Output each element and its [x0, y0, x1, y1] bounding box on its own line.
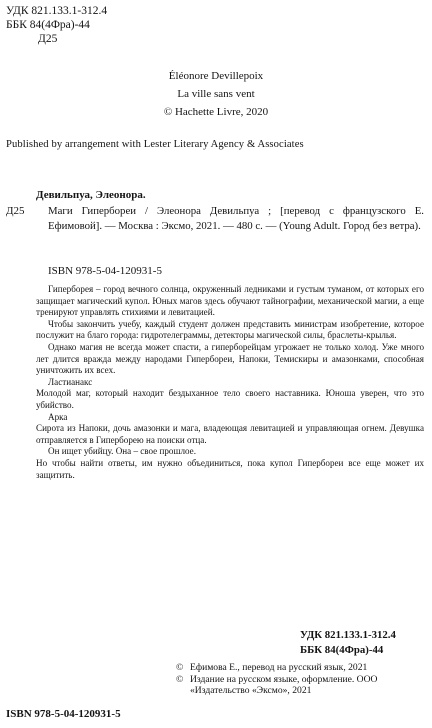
annotation-p6: Он ищет убийцу. Она – свое прошлое.: [48, 446, 196, 457]
published-by: Published by arrangement with Lester Literary Agency & Associates: [6, 139, 304, 150]
annotation-p2: Чтобы закончить учебу, каждый студент должен представить министрам изобретение, которое послужит на благо города: гидротелеграммы, детекторы магической силы, браслеты-крылья.: [36, 318, 424, 341]
header-udk: УДК 821.133.1-312.4: [6, 5, 108, 17]
footer-bbk: ББК 84(4Фра)-44: [300, 644, 384, 656]
original-author: Éléonore Devillepoix: [168, 70, 264, 82]
footer-isbn: ISBN 978-5-04-120931-5: [6, 708, 121, 720]
catalog-isbn: ISBN 978-5-04-120931-5: [48, 265, 162, 277]
annotation-name-1: Ластианакс: [48, 376, 93, 387]
annotation-p5: Сирота из Напоки, дочь амазонки и мага, владеющая левитацией и управляющая огнем. Девушка отправляется в Гиперборею на поиски отца.: [36, 423, 424, 445]
copyright-edition: [176, 674, 428, 696]
copyright-translation: [176, 662, 428, 673]
original-edition: [0, 67, 432, 121]
annotation-p4: Молодой маг, который находит бездыханное тело своего наставника. Юноша уверен, что это убийство.: [36, 388, 424, 410]
annotation-p3: Однако магия не всегда может спасти, а гиперборейцам угрожает не только холод. Уже много лет длится вражда между народами Гипербореи, Напоки, Темискиры и амазонками, способная уничтожить их всех.: [36, 341, 424, 376]
footer-udk: УДК 821.133.1-312.4: [300, 629, 396, 641]
header-author-mark: Д25: [38, 33, 58, 45]
catalog-description: Маги Гипербореи / Элеонора Девильпуа ; [перевод с французского Е. Ефимовой]. — Москва : Эксмо, 2021. — 480 с. — (Young Adult. Город без ветра).: [48, 205, 424, 232]
annotation-name-2: Арка: [48, 411, 68, 422]
copyright-text: Издание на русском языке, оформление. ООО «Издательство «Эксмо», 2021: [190, 674, 378, 696]
footer-copyrights: [176, 662, 428, 697]
footer-classification: [300, 628, 396, 658]
copyright-symbol: ©: [176, 662, 184, 673]
catalog-author-mark: Д25: [6, 205, 25, 217]
copyright-text: Ефимова Е., перевод на русский язык, 2021: [190, 662, 368, 673]
original-copyright: © Hachette Livre, 2020: [163, 106, 269, 118]
catalog-author: Девильпуа, Элеонора.: [36, 189, 146, 201]
copyright-symbol: ©: [176, 674, 184, 685]
header-classification: [6, 4, 107, 46]
header-bbk: ББК 84(4Фра)-44: [6, 19, 90, 31]
original-title: La ville sans vent: [177, 88, 255, 100]
annotation: [36, 284, 424, 481]
annotation-p1: Гиперборея – город вечного солнца, окруженный ледниками и густым туманом, от которых его защищает магический купол. Юных магов здесь обучают тайнографии, механической магии, а еще тренируют управлять стихиями и левитацией.: [36, 284, 424, 318]
annotation-p7: Но чтобы найти ответы, им нужно объединиться, пока купол Гипербореи все еще может их защитить.: [36, 457, 424, 480]
